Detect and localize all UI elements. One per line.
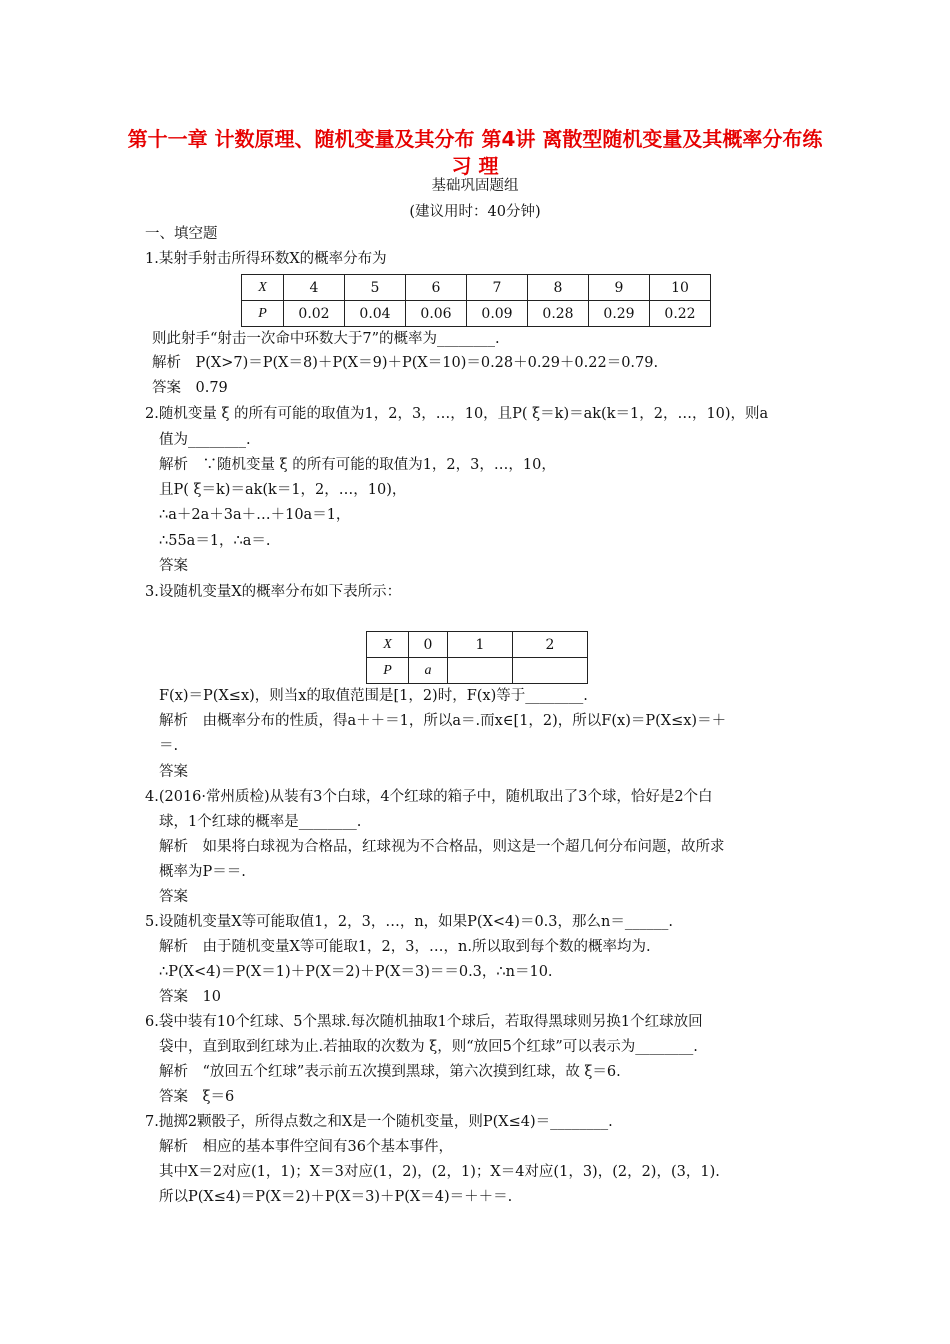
q3-analysis-line2: ＝. <box>159 738 179 754</box>
table-cell: 7 <box>467 275 528 301</box>
q2-analysis-line3: ∴a＋2a＋3a＋…＋10a＝1， <box>159 507 351 523</box>
table-row <box>242 275 711 301</box>
q3-stem: 3.设随机变量X的概率分布如下表所示： <box>145 584 402 600</box>
q7-analysis-line3: 所以P(X≤4)＝P(X＝2)＋P(X＝3)＋P(X＝4)＝＋＋＝. <box>159 1189 513 1205</box>
subtitle: 基础巩固题组 <box>431 178 519 194</box>
table-cell: 2 <box>513 632 588 658</box>
q2-analysis-line2: 且P( ξ＝k)＝ak(k＝1，2，…，10)， <box>159 482 407 498</box>
table-cell: 5 <box>345 275 406 301</box>
q4-answer: 答案 <box>159 889 188 905</box>
q4-analysis-line2: 概率为P＝＝. <box>159 864 246 880</box>
table-cell: X <box>367 632 409 658</box>
q2-stem-line1: 2.随机变量 ξ 的所有可能的取值为1，2，3，…，10，且P( ξ＝k)＝ak(k＝1，2，…，10)，则a <box>145 406 769 422</box>
table-cell: 6 <box>406 275 467 301</box>
table-cell: 10 <box>650 275 711 301</box>
table-cell: 9 <box>589 275 650 301</box>
q1-answer: 答案 0.79 <box>152 380 228 396</box>
table-cell: 0.28 <box>528 301 589 327</box>
table-cell: 0.22 <box>650 301 711 327</box>
q3-question: F(x)＝P(X≤x)，则当x的取值范围是[1，2)时，F(x)等于________. <box>159 688 588 704</box>
q6-analysis: 解析 “放回五个红球”表示前五次摸到黑球，第六次摸到红球，故 ξ＝6. <box>159 1064 621 1080</box>
table-cell: 0.06 <box>406 301 467 327</box>
table-cell: 4 <box>284 275 345 301</box>
q7-stem: 7.抛掷2颗骰子，所得点数之和X是一个随机变量，则P(X≤4)＝________. <box>145 1114 613 1130</box>
q2-answer: 答案 <box>159 558 188 574</box>
page-title: 第十一章 计数原理、随机变量及其分布 第4讲 离散型随机变量及其概率分布练习 理 <box>127 127 823 178</box>
q1-analysis: 解析 P(X>7)＝P(X＝8)＋P(X＝9)＋P(X＝10)＝0.28＋0.29＋0.22＝0.79. <box>152 355 659 371</box>
table-cell: 0.09 <box>467 301 528 327</box>
q6-answer: 答案 ξ＝6 <box>159 1089 235 1105</box>
q5-answer: 答案 10 <box>159 989 221 1005</box>
table-row <box>367 658 588 684</box>
table-cell: 0.29 <box>589 301 650 327</box>
q4-stem-line2: 球，1个红球的概率是________. <box>159 814 362 830</box>
table-cell: a <box>409 658 448 684</box>
q2-stem-line2: 值为________. <box>159 432 251 448</box>
table-cell: X <box>242 275 284 301</box>
suggested-time: (建议用时：40分钟) <box>409 204 541 220</box>
q3-distribution-table <box>366 631 588 684</box>
q3-answer: 答案 <box>159 764 188 780</box>
q4-stem-line1: 4.(2016·常州质检)从装有3个白球，4个红球的箱子中，随机取出了3个球，恰好是2个白 <box>145 789 713 805</box>
table-cell <box>448 658 513 684</box>
q1-question: 则此射手“射击一次命中环数大于7”的概率为________. <box>152 331 500 347</box>
q4-analysis-line1: 解析 如果将白球视为合格品，红球视为不合格品，则这是一个超几何分布问题，故所求 <box>159 839 725 855</box>
q7-analysis-line1: 解析 相应的基本事件空间有36个基本事件， <box>159 1139 453 1155</box>
q5-analysis-line1: 解析 由于随机变量X等可能取1，2，3，…，n.所以取到每个数的概率均为. <box>159 939 651 955</box>
q5-analysis-line2: ∴P(X<4)＝P(X＝1)＋P(X＝2)＋P(X＝3)＝＝0.3，∴n＝10. <box>159 964 553 980</box>
section-heading: 一、填空题 <box>145 226 218 242</box>
q6-stem-line1: 6.袋中装有10个红球、5个黑球.每次随机抽取1个球后，若取得黑球则另换1个红球放回 <box>145 1014 703 1030</box>
table-cell: 0.02 <box>284 301 345 327</box>
table-cell: 1 <box>448 632 513 658</box>
table-cell <box>513 658 588 684</box>
q7-analysis-line2: 其中X＝2对应(1，1)；X＝3对应(1，2)，(2，1)；X＝4对应(1，3)，(2，2)，(3，1). <box>159 1164 720 1180</box>
q3-analysis-line1: 解析 由概率分布的性质，得a＋＋＝1，所以a＝.而x∈[1，2)，所以F(x)＝P(X≤x)＝＋ <box>159 713 727 729</box>
table-row <box>242 301 711 327</box>
q5-stem: 5.设随机变量X等可能取值1，2，3，…，n，如果P(X<4)＝0.3，那么n＝______. <box>145 914 673 930</box>
table-cell: P <box>367 658 409 684</box>
q1-distribution-table <box>241 274 711 327</box>
table-cell: 8 <box>528 275 589 301</box>
table-row <box>367 632 588 658</box>
table-cell: P <box>242 301 284 327</box>
table-cell: 0 <box>409 632 448 658</box>
q6-stem-line2: 袋中，直到取到红球为止.若抽取的次数为 ξ，则“放回5个红球”可以表示为________. <box>159 1039 698 1055</box>
q2-analysis-line1: 解析 ∵随机变量 ξ 的所有可能的取值为1，2，3，…，10， <box>159 457 556 473</box>
table-cell: 0.04 <box>345 301 406 327</box>
q2-analysis-line4: ∴55a＝1，∴a＝. <box>159 533 271 549</box>
q1-stem: 1.某射手射击所得环数X的概率分布为 <box>145 251 387 267</box>
